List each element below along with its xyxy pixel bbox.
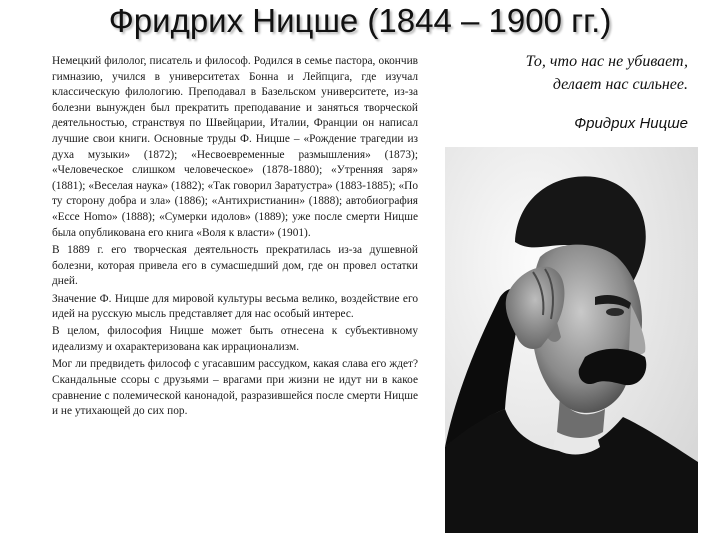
portrait-photo-icon <box>445 147 698 533</box>
quote-author: Фридрих Ницше <box>574 115 688 132</box>
bio-paragraph: Значение Ф. Ницше для мировой культуры весьма велико, воздействие его идей на русскую мысль представляет для нас особый интерес. <box>52 292 418 321</box>
quote-line: делает нас сильнее. <box>552 76 688 93</box>
quote-line: То, что нас не убивает, <box>525 53 688 70</box>
biography-text <box>52 54 418 422</box>
bio-paragraph: Немецкий филолог, писатель и философ. Родился в семье пастора, окончив гимназию, учился в университетах Бонна и Лейпцига, где изучал классическую филологию. Преподавал в Базельском университете, из-за болезни вынужден был прекратить преподавание и заняться творческой деятельностью, странствуя по Швейцарии, Италии, Франции он написал лучшие свои книги. Основные труды Ф. Ницше – «Рождение трагедии из духа музыки» (1872); «Несвоевременные размышления» (1873); «Человеческое слишком человеческое» (1878-1880); «Утренняя заря» (1881); «Веселая наука» (1882); «Так говорил Заратустра» (1883-1885); «По ту сторону добра и зла» (1886); «Антихристианин» (1888); автобиография «Ecce Homo» (1888); «Сумерки идолов» (1889); уже после смерти Ницше была опубликована его книга «Воля к власти» (1901). <box>52 55 418 239</box>
bio-paragraph: Мог ли предвидеть философ с угасавшим рассудком, какая слава его ждет? Скандальные ссоры с друзьями – врагами при жизни не идут ни в какое сравнение с полемической канонадой, разразившейся после смерти Ницше и не утихающей до сих пор. <box>52 358 418 418</box>
bio-paragraph: В 1889 г. его творческая деятельность прекратилась из-за душевной болезни, которая привела его в сумасшедший дом, где он провел остатки дней. <box>52 243 418 288</box>
bio-paragraph: В целом, философия Ницше может быть отнесена к субъективному идеализму и охарактеризована как иррационализм. <box>52 325 418 354</box>
quote-block <box>470 50 688 96</box>
page-title: Фридрих Ницше (1844 – 1900 гг.) <box>108 2 612 39</box>
